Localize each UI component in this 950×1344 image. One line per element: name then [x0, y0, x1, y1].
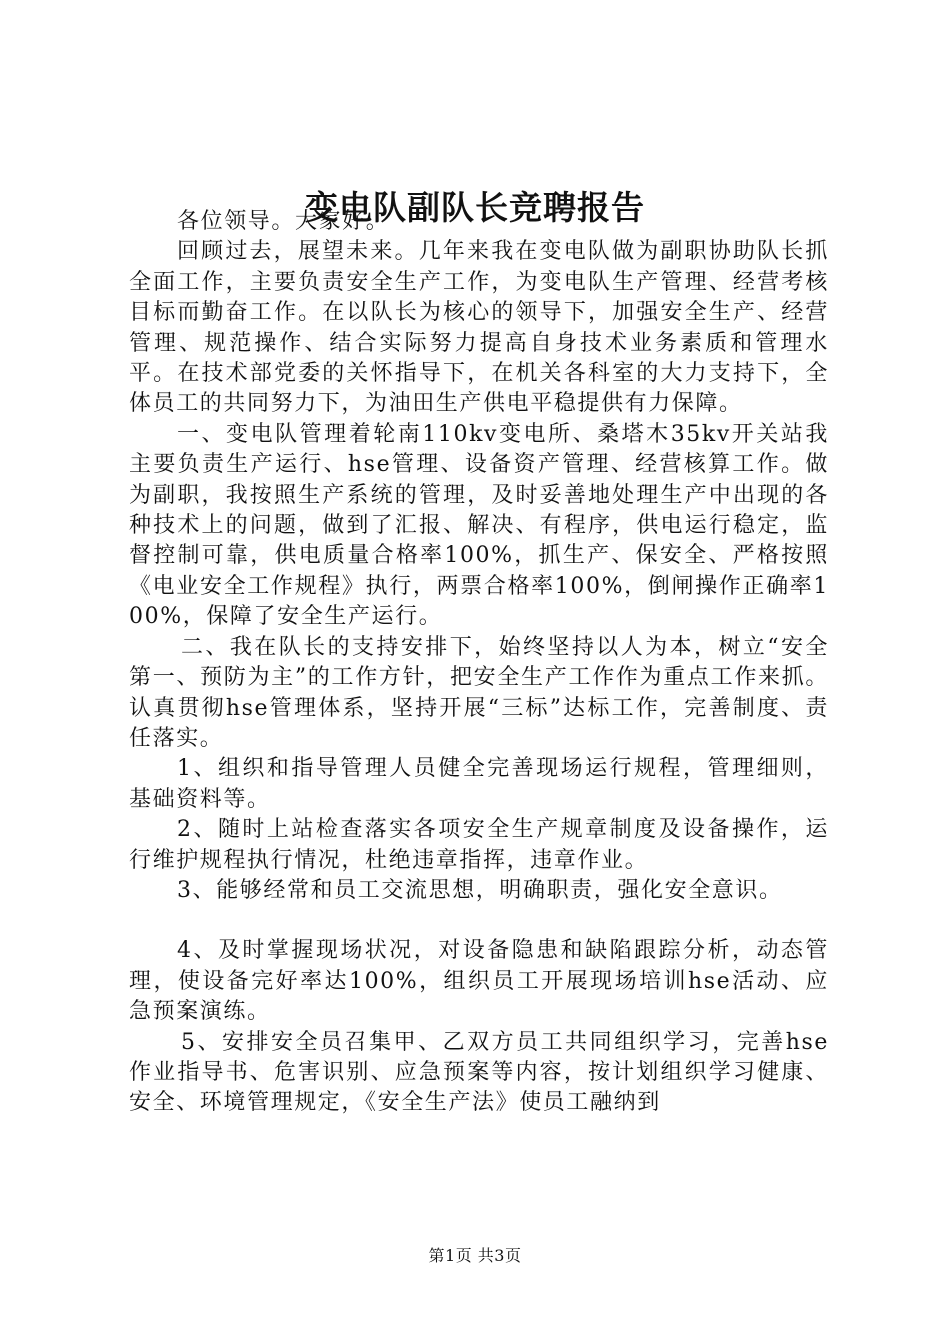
item-5-paragraph: 5、安排安全员召集甲、乙双方员工共同组织学习，完善hse作业指导书、危害识别、应急预案等内容，按计划组织学习健康、安全、环境管理规定，《安全生产法》使员工融纳到 [129, 1029, 829, 1116]
item-1-paragraph: 1、组织和指导管理人员健全完善现场运行规程，管理细则，基础资料等。 [129, 756, 829, 812]
review-paragraph: 回顾过去，展望未来。几年来我在变电队做为副职协助队长抓全面工作，主要负责安全生产工作，为变电队生产管理、经营考核目标而勤奋工作。在以队长为核心的领导下，加强安全生产、经营管理、规范操作、结合实际努力提高自身技术业务素质和管理水平。在技术部党委的关怀指导下，在机关各科室的大力支持下，全体员工的共同努力下，为油田生产供电平稳提供有力保障。 [129, 239, 829, 417]
item-2-paragraph: 2、随时上站检查落实各项安全生产规章制度及设备操作，运行维护规程执行情况，杜绝违章指挥，违章作业。 [129, 817, 829, 873]
greeting-paragraph: 各位领导。大家好。 [177, 209, 390, 234]
item-3-paragraph: 3、能够经常和员工交流思想，明确职责，强化安全意识。 [177, 877, 783, 903]
paragraph-gap [129, 906, 829, 936]
document-title: 变电队副队长竞聘报告 [305, 188, 645, 227]
document-body [129, 207, 829, 1119]
section-two-paragraph: 二、我在队长的支持安排下，始终坚持以人为本，树立“安全第一、预防为主”的工作方针，把安全生产工作作为重点工作来抓。认真贯彻hse管理体系，坚持开展“三标”达标工作，完善制度、责任落实。 [129, 634, 829, 751]
page-footer: 第1页 共3页 [428, 1246, 522, 1265]
item-4-paragraph: 4、及时掌握现场状况，对设备隐患和缺陷跟踪分析，动态管理，使设备完好率达100%，组织员工开展现场培训hse活动、应急预案演练。 [129, 938, 829, 1025]
section-one-paragraph: 一、变电队管理着轮南110kv变电所、桑塔木35kv开关站我主要负责生产运行、hse管理、设备资产管理、经营核算工作。做为副职，我按照生产系统的管理，及时妥善地处理生产中出现的各种技术上的问题，做到了汇报、解决、有程序，供电运行稳定，监督控制可靠，供电质量合格率100%，抓生产、保安全、严格按照《电业安全工作规程》执行，两票合格率100%，倒闸操作正确率100%，保障了安全生产运行。 [129, 421, 829, 630]
